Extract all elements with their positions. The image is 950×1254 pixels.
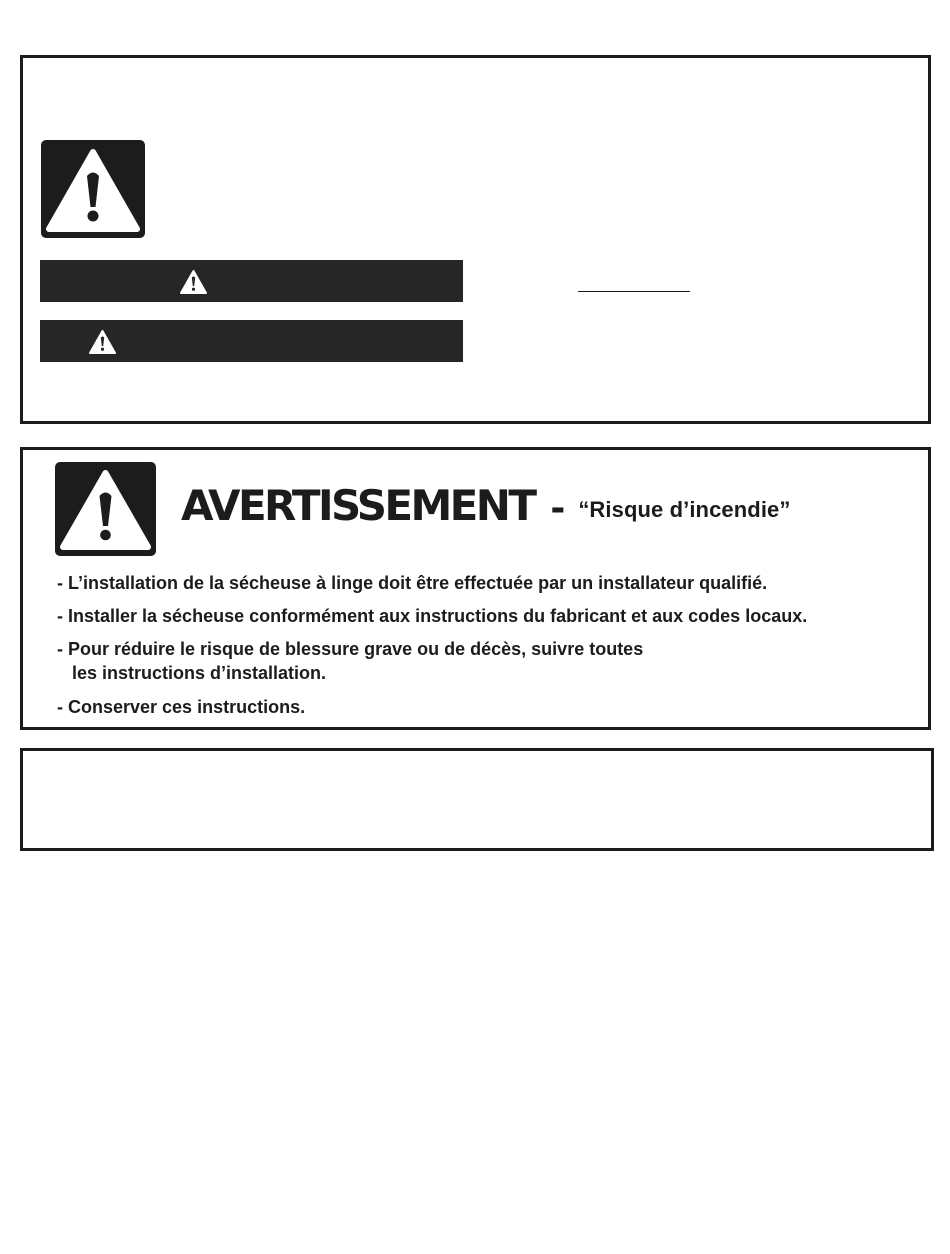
warning-title: [181, 481, 791, 535]
safety-alert-icon: [55, 462, 156, 556]
warning-line-keep: - Conserver ces instructions.: [57, 697, 306, 717]
warning-line-installer: - L’installation de la sécheuse à linge doit être effectuée par un installateur qualifié.: [57, 573, 768, 593]
safety-information-panel: [20, 55, 931, 424]
fire-risk-warning-panel: [20, 447, 931, 730]
safety-alert-icon: [41, 140, 145, 238]
safety-alert-icon: [88, 329, 117, 355]
warning-title-word: AVERTISSEMENT: [181, 481, 535, 530]
warning-line-risk-continued: les instructions d’installation.: [72, 663, 327, 683]
empty-notice-box: [20, 748, 934, 851]
warning-subtitle: “Risque d’incendie”: [578, 497, 791, 522]
danger-signal-bar: [40, 260, 463, 302]
safety-alert-icon: [179, 269, 208, 295]
underline-rule: [578, 291, 690, 292]
title-separator: -: [550, 488, 566, 529]
warning-line-risk: - Pour réduire le risque de blessure grave ou de décès, suivre toutes: [57, 639, 644, 659]
warning-line-codes: - Installer la sécheuse conformément aux instructions du fabricant et aux codes locaux.: [57, 606, 808, 626]
warning-signal-bar: [40, 320, 463, 362]
